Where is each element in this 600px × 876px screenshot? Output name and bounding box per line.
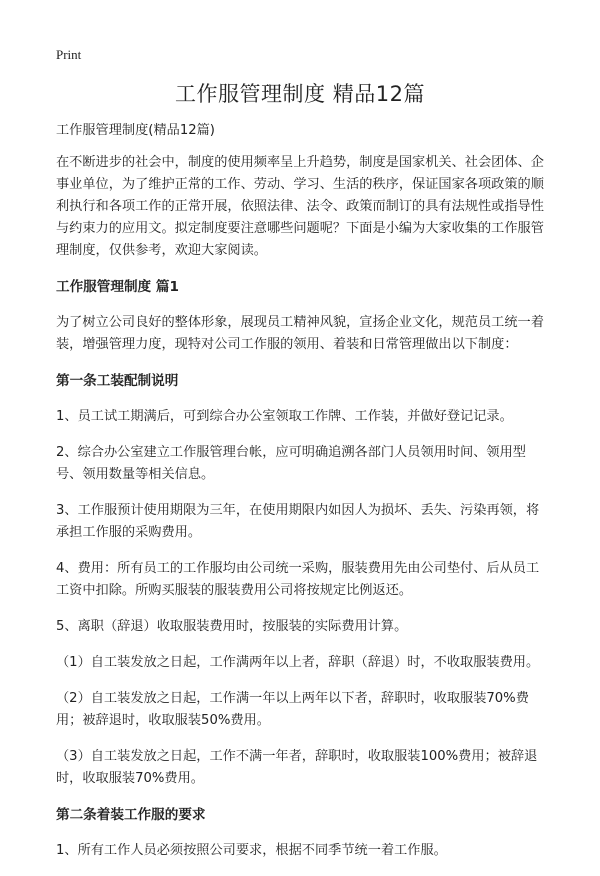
article1-item: 2、综合办公室建立工作服管理台帐，应可明确追溯各部门人员领用时间、领用型号、领用数量等相关信息。 xyxy=(56,445,526,482)
section-intro-paragraph: 为了树立公司良好的整体形象，展现员工精神风貌，宣扬企业文化，规范员工统一着装，增强管理力度，现特对公司工作服的领用、着装和日常管理做出以下制度： xyxy=(56,315,544,352)
article1-item: 3、工作服预计使用期限为三年，在使用期限内如因人为损坏、丢失、污染再领，将承担工作服的采购费用。 xyxy=(56,503,540,540)
article-heading-1: 第一条工装配制说明 xyxy=(56,373,179,389)
article1-subitem: （1）自工装发放之日起，工作满两年以上者，辞职（辞退）时，不收取服装费用。 xyxy=(56,655,540,670)
article1-item: 5、离职（辞退）收取服装费用时，按服装的实际费用计算。 xyxy=(56,619,408,634)
print-link[interactable]: Print xyxy=(56,47,82,62)
page-title: 工作服管理制度 精品12篇 xyxy=(175,82,425,106)
document-subtitle: 工作服管理制度(精品12篇) xyxy=(56,123,215,138)
document-body xyxy=(56,120,544,876)
article1-subitem: （3）自工装发放之日起，工作不满一年者，辞职时，收取服装100%费用；被辞退时，收取服装70%费用。 xyxy=(56,749,538,786)
intro-paragraph: 在不断进步的社会中，制度的使用频率呈上升趋势，制度是国家机关、社会团体、企事业单位，为了维护正常的工作、劳动、学习、生活的秩序，保证国家各项政策的顺利执行和各项工作的正常开展，依照法律、法令、政策而制订的具有法规性或指导性与约束力的应用文。拟定制度要注意哪些问题呢？下面是小编为大家收集的工作服管理制度，仅供参考，欢迎大家阅读。 xyxy=(56,155,544,258)
article-heading-2: 第二条着装工作服的要求 xyxy=(56,807,206,823)
section-heading-1: 工作服管理制度 篇1 xyxy=(56,279,179,295)
article1-item: 1、员工试工期满后，可到综合办公室领取工作牌、工作装，并做好登记记录。 xyxy=(56,409,513,424)
article2-item: 1、所有工作人员必须按照公司要求，根据不同季节统一着工作服。 xyxy=(56,843,447,858)
article1-item: 4、费用：所有员工的工作服均由公司统一采购，服装费用先由公司垫付、后从员工工资中扣除。所购买服装的服装费用公司将按规定比例返还。 xyxy=(56,561,540,598)
article1-subitem: （2）自工装发放之日起，工作满一年以上两年以下者，辞职时，收取服装70%费用；被辞退时，收取服装50%费用。 xyxy=(56,691,529,728)
